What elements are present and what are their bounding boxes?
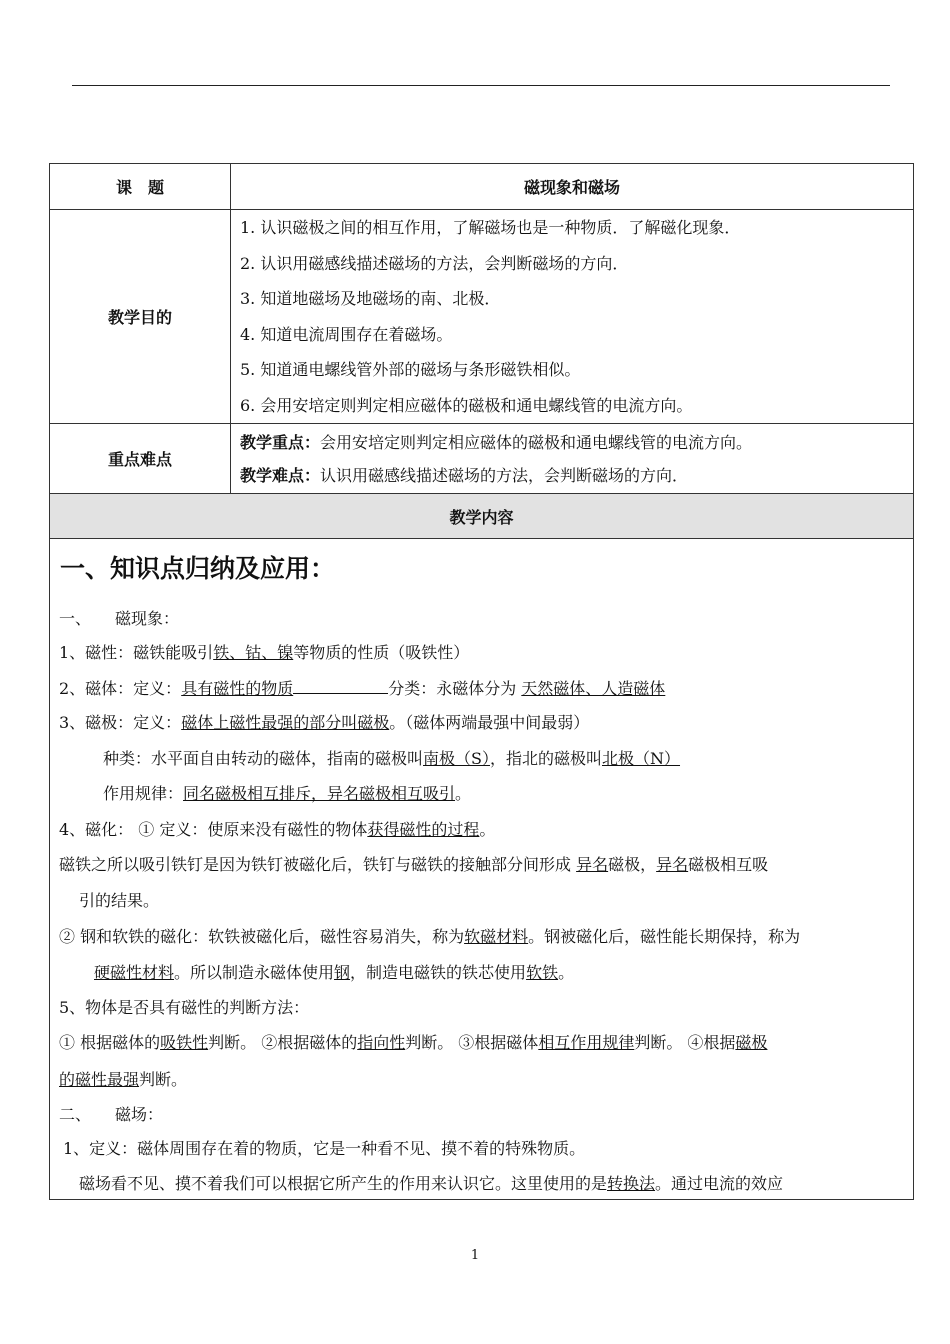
goal-item: 1. 认识磁极之间的相互作用，了解磁场也是一种物质．了解磁化现象． — [240, 218, 741, 237]
line-attraction-result: 引的结果。 — [79, 891, 160, 910]
line-conversion-method: 磁场看不见、摸不着我们可以根据它所产生的作用来认识它。这里使用的是转换法。通过电流的效应 — [79, 1174, 784, 1193]
line-pole-rule: 作用规律：同名磁极相互排斥，异名磁极相互吸引。 — [103, 784, 472, 803]
goal-item: 2. 认识用磁感线描述磁场的方法，会判断磁场的方向． — [240, 253, 629, 273]
goal-item: 4. 知道电流周围存在着磁场。 — [240, 324, 453, 344]
line-magnetization: 4、磁化： ① 定义：使原来没有磁性的物体获得磁性的过程。 — [59, 820, 496, 839]
line-magnetic-pole: 3、磁极：定义：磁体上磁性最强的部分叫磁极。（磁体两端最强中间最弱） — [59, 713, 590, 732]
fill-blank — [293, 679, 388, 694]
key-point-line — [231, 426, 913, 459]
key-point-label: 教学重点： — [240, 432, 321, 452]
difficulty-text: 认识用磁感线描述磁场的方法，会判断磁场的方向． — [320, 465, 689, 485]
content-body — [50, 539, 914, 1200]
content-header: 教学内容 — [50, 494, 914, 539]
goals-cell — [231, 210, 914, 424]
keypoints-cell — [231, 424, 914, 494]
section-heading: 一、知识点归纳及应用： — [60, 554, 336, 583]
line-judge-list-cont: 的磁性最强判断。 — [59, 1070, 188, 1089]
header-rule — [72, 85, 890, 86]
line-hard-magnetic: 硬磁性材料。所以制造永磁体使用钢，制造电磁铁的铁芯使用软铁。 — [94, 963, 575, 982]
goal-item: 6. 会用安培定则判定相应磁体的磁极和通电螺线管的电流方向。 — [240, 395, 693, 415]
subsection-magnetism: 一、 磁现象： — [59, 609, 180, 628]
line-pole-types: 种类：水平面自由转动的磁体，指南的磁极叫南极（S），指北的磁极叫北极（N） — [103, 749, 681, 768]
key-point-text: 会用安培定则判定相应磁体的磁极和通电螺线管的电流方向。 — [320, 432, 753, 452]
line-soft-iron: ② 钢和软铁的磁化：软铁被磁化后，磁性容易消失，称为软磁材料。钢被磁化后，磁性能长期保持，称为 — [59, 927, 801, 946]
lesson-plan-table — [49, 163, 914, 1200]
goal-item: 5. 知道通电螺线管外部的磁场与条形磁铁相似。 — [240, 360, 581, 379]
line-attraction-reason: 磁铁之所以吸引铁钉是因为铁钉被磁化后，铁钉与磁铁的接触部分间形成 异名磁极，异名磁极相互吸 — [59, 855, 769, 874]
line-judge-list: ① 根据磁体的吸铁性判断。 ②根据磁体的指向性判断。 ③根据磁体相互作用规律判断。 ④根据磁极 — [59, 1033, 768, 1052]
line-magnet: 2、磁体：定义：具有磁性的物质 分类：永磁体分为 天然磁体、人造磁体 — [59, 679, 666, 698]
line-judge-methods: 5、物体是否具有磁性的判断方法： — [59, 998, 310, 1017]
keypoints-label: 重点难点 — [50, 424, 231, 494]
difficulty-line — [231, 459, 913, 492]
line-field-definition: 1、定义：磁体周围存在着的物质，它是一种看不见、摸不着的特殊物质。 — [63, 1139, 586, 1158]
difficulty-label: 教学难点： — [240, 465, 321, 485]
topic-label: 课 题 — [50, 164, 231, 210]
goals-label: 教学目的 — [50, 210, 231, 424]
page-number: 1 — [470, 1248, 480, 1263]
line-magnetic-property: 1、磁性：磁铁能吸引铁、钴、镍等物质的性质（吸铁性） — [59, 643, 470, 662]
topic-value: 磁现象和磁场 — [231, 164, 914, 210]
goal-item: 3. 知道地磁场及地磁场的南、北极． — [240, 289, 501, 308]
subsection-field: 二、 磁场： — [59, 1105, 164, 1124]
